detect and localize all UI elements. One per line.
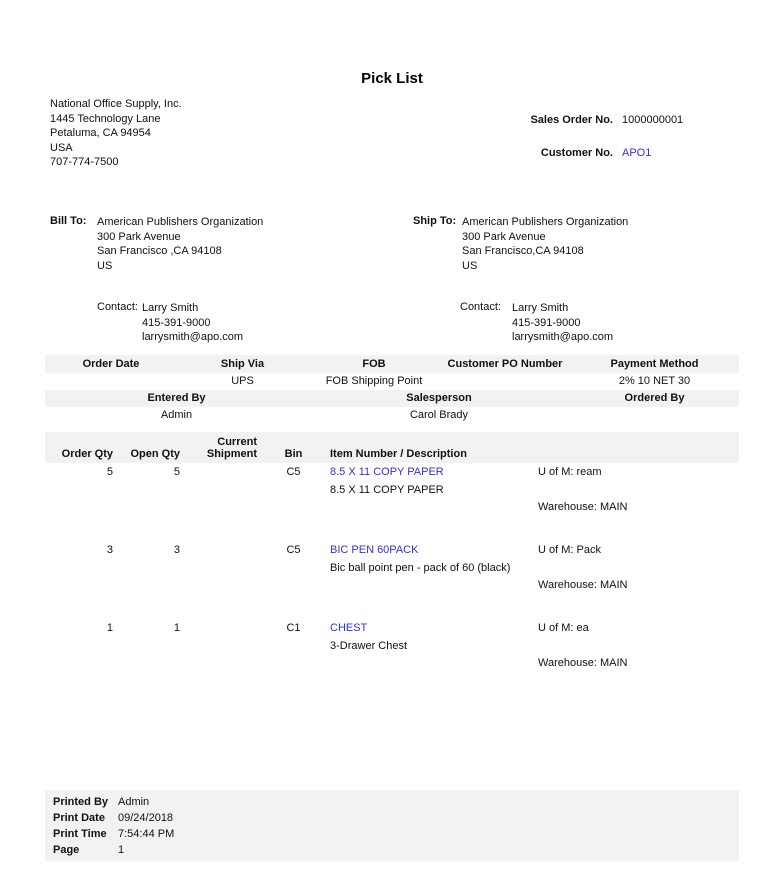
company-street: 1445 Technology Lane: [50, 112, 161, 125]
ship-to-contact-label: Contact:: [460, 301, 501, 313]
bill-to-contact-name: Larry Smith: [142, 302, 199, 314]
ordered-by-header: Ordered By: [624, 392, 685, 404]
print-time-label: Print Time: [53, 828, 107, 840]
bill-to-label: Bill To:: [50, 215, 87, 227]
order-info-table: [45, 355, 739, 424]
item-description: Bic ball point pen - pack of 60 (black): [330, 561, 511, 574]
page-title: Pick List: [361, 70, 423, 87]
warehouse-label: Warehouse:: [538, 657, 597, 669]
uom-value: ream: [576, 466, 602, 478]
ship-to-line: American Publishers Organization: [462, 216, 629, 228]
uom-column-header-empty: [538, 460, 739, 463]
item-number-link[interactable]: 8.5 X 11 COPY PAPER: [330, 466, 444, 478]
printed-by-value: Admin: [118, 796, 150, 808]
item-current-shipment: [180, 464, 257, 517]
payment-method-value: 2% 10 NET 30: [618, 375, 691, 387]
bill-to-contact-block: [142, 301, 243, 345]
item-row: [45, 620, 739, 673]
order-date-value: [45, 373, 177, 390]
footer-row: [45, 794, 739, 810]
item-number-description-header: Item Number / Description: [330, 448, 467, 460]
item-description: 8.5 X 11 COPY PAPER: [330, 483, 444, 496]
company-name: National Office Supply, Inc.: [50, 98, 182, 110]
printed-by-label: Printed By: [53, 796, 109, 808]
customer-no-label: Customer No.: [540, 147, 613, 159]
order-info-value-row-2: [45, 407, 739, 424]
item-uom-line: [538, 542, 739, 560]
fob-value: FOB Shipping Point: [325, 375, 423, 387]
item-number-link[interactable]: BIC PEN 60PACK: [330, 544, 419, 556]
ship-to-contact-phone: 415-391-9000: [512, 316, 581, 329]
footer-row: [45, 810, 739, 826]
sales-order-no-value: 1000000001: [622, 114, 684, 126]
company-city: Petaluma, CA 94954: [50, 127, 151, 139]
item-row: [45, 464, 739, 517]
bill-to-line: American Publishers Organization: [97, 216, 264, 228]
current-shipment-header-line2: Shipment: [206, 448, 257, 460]
ship-to-contact-block: [512, 301, 613, 345]
item-uom-cell: [538, 464, 739, 517]
item-open-qty: 5: [173, 466, 180, 478]
warehouse-label: Warehouse:: [538, 501, 597, 513]
fob-header: FOB: [362, 358, 386, 370]
customer-po-value: [440, 373, 570, 390]
ship-to-address: [462, 215, 628, 273]
uom-value: Pack: [576, 544, 601, 556]
page-number-label: Page: [53, 844, 80, 856]
item-number-description-cell: [330, 542, 538, 595]
customer-no-link[interactable]: APO1: [622, 147, 652, 159]
company-country: USA: [50, 141, 73, 154]
item-number-description-cell: [330, 464, 538, 517]
uom-label: U of M:: [538, 622, 574, 634]
payment-method-header: Payment Method: [610, 358, 699, 370]
ship-to-contact-name: Larry Smith: [512, 302, 569, 314]
item-uom-cell: [538, 542, 739, 595]
bill-to-line: San Francisco ,CA 94108: [97, 245, 222, 257]
ship-to-label: Ship To:: [413, 215, 457, 227]
current-shipment-header-line1: Current: [217, 436, 257, 448]
item-uom-cell: [538, 620, 739, 673]
order-qty-header: Order Qty: [61, 448, 113, 460]
print-date-label: Print Date: [53, 812, 105, 824]
order-info-header-row-2: [45, 390, 739, 407]
item-bin: C1: [286, 622, 301, 634]
open-qty-header: Open Qty: [130, 448, 180, 460]
current-shipment-header: [180, 436, 257, 463]
order-date-header: Order Date: [82, 358, 140, 370]
warehouse-value: MAIN: [599, 579, 628, 591]
bin-header: Bin: [284, 448, 303, 460]
item-row: [45, 542, 739, 595]
item-bin: C5: [286, 544, 301, 556]
company-address-block: [50, 97, 182, 170]
item-uom-line: [538, 620, 739, 638]
print-date-value: 09/24/2018: [118, 812, 174, 824]
item-open-qty: 3: [173, 544, 180, 556]
item-description: 3-Drawer Chest: [330, 639, 408, 652]
item-bin: C5: [286, 466, 301, 478]
entered-by-value: Admin: [160, 409, 193, 421]
ship-to-contact-email: larrysmith@apo.com: [512, 331, 614, 343]
item-current-shipment: [180, 542, 257, 595]
item-warehouse-line: [538, 655, 739, 673]
item-open-qty: 1: [173, 622, 180, 634]
customer-po-header: Customer PO Number: [447, 358, 563, 370]
item-number-description-cell: [330, 620, 538, 673]
entered-by-header: Entered By: [147, 392, 206, 404]
item-order-qty: 5: [106, 466, 113, 478]
uom-value: ea: [576, 622, 589, 634]
print-time-value: 7:54:44 PM: [118, 828, 175, 840]
item-warehouse-line: [538, 577, 739, 595]
footer-row: [45, 842, 739, 858]
ship-to-line: San Francisco,CA 94108: [462, 245, 584, 257]
salesperson-value: Carol Brady: [409, 409, 469, 421]
warehouse-value: MAIN: [599, 501, 628, 513]
bill-to-contact-phone: 415-391-9000: [142, 316, 211, 329]
print-footer: [45, 790, 739, 861]
company-phone: 707-774-7500: [50, 156, 119, 168]
item-warehouse-line: [538, 499, 739, 517]
bill-to-contact-email: larrysmith@apo.com: [142, 331, 244, 343]
ordered-by-value: [570, 407, 739, 424]
bill-to-line: 300 Park Avenue: [97, 230, 181, 243]
item-current-shipment: [180, 620, 257, 673]
ship-to-line: 300 Park Avenue: [462, 230, 546, 243]
warehouse-label: Warehouse:: [538, 579, 597, 591]
ship-via-value: UPS: [231, 375, 254, 387]
salesperson-header: Salesperson: [406, 392, 472, 404]
warehouse-value: MAIN: [599, 657, 628, 669]
uom-label: U of M:: [538, 544, 574, 556]
order-info-header-row: [45, 355, 739, 373]
item-uom-line: [538, 464, 739, 482]
items-table-header: [45, 432, 739, 463]
bill-to-address: [97, 215, 263, 273]
bill-to-contact-label: Contact:: [97, 301, 138, 313]
ship-via-header: Ship Via: [220, 358, 265, 370]
footer-row: [45, 826, 739, 842]
uom-label: U of M:: [538, 466, 574, 478]
item-order-qty: 1: [106, 622, 113, 634]
ship-to-line: US: [462, 259, 478, 272]
bill-to-line: US: [97, 259, 113, 272]
item-number-link[interactable]: CHEST: [330, 622, 368, 634]
page-number-value: 1: [118, 844, 125, 856]
sales-order-no-label: Sales Order No.: [530, 114, 613, 126]
item-order-qty: 3: [106, 544, 113, 556]
order-info-value-row: [45, 373, 739, 390]
